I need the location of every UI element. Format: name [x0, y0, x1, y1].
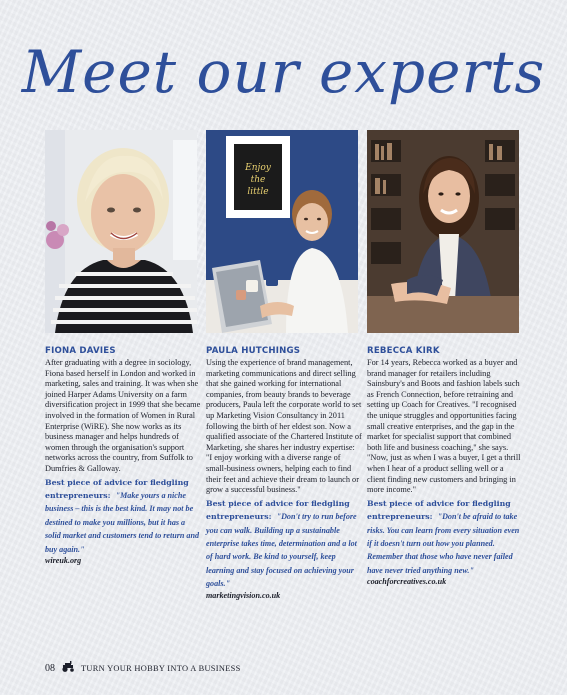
expert-bio: For 14 years, Rebecca worked as a buyer and brand manager for retailers including Sainsbury's and Boots and fashion labels such as French Connection, before retraining and setting up Coach for Creatives. "I recognised the unique struggles and opportunities facing small creative enterprises, and the gap in the market for specialist support that combined both life and business coaching," she says. "Now, just as when I was a buyer, I get a thrill when I hear of a product selling well or a client finding new customers and bringing in more income."	[367, 358, 521, 495]
footer-title: TURN YOUR HOBBY INTO A BUSINESS	[81, 663, 241, 673]
expert-column-fiona	[45, 346, 201, 565]
svg-text:Enjoy: Enjoy	[245, 163, 271, 173]
expert-bio: After graduating with a degree in sociology, Fiona based herself in London and worked in marketing, sales and training. It was when she joined Harper Adams University on a farm diversification project in 1999 that she became involved in the formation of Women in Rural Enterprise (WiRE). She now works as its business manager and helps hundreds of women through the organisation's support networks across the country, from Suffolk to Dumfries & Galloway.	[45, 358, 201, 473]
page-number: 08	[45, 662, 55, 674]
advice-quote: "Don't be afraid to take risks. You can learn from every situation even if it doesn't turn out how you planned. Remember that those who have never failed have never tried anything new."	[367, 512, 520, 575]
page-title: Meet our experts	[21, 38, 546, 106]
expert-column-rebecca	[367, 346, 523, 586]
expert-column-paula	[206, 346, 362, 600]
expert-website: coachforcreatives.co.uk	[367, 577, 447, 587]
expert-website: wireuk.org	[45, 555, 82, 565]
tractor-icon	[61, 661, 75, 675]
advice-quote: "Don't try to run before you can walk. Building up a sustainable enterprise takes time, determination and a lot of hard work. Be kind to yourself, keep learning and stay focused on achieving your goals."	[206, 512, 357, 589]
fiona-davies-photo	[45, 130, 197, 333]
advice-label: Best piece of advice for fledgling entrepreneurs:	[45, 477, 189, 500]
advice-label: Best piece of advice for fledgling entrepreneurs:	[206, 498, 350, 522]
expert-website: marketingvision.co.uk	[206, 590, 281, 600]
page-footer	[45, 661, 241, 675]
expert-name: REBECCA KIRK	[367, 346, 440, 356]
rebecca-kirk-photo	[367, 130, 519, 333]
advice-label: Best piece of advice for fledgling entrepreneurs:	[367, 498, 511, 522]
expert-bio: Using the experience of brand management, marketing communications and direct selling that she gained working for international companies, from beauty brands to beverage producers, Paula left the corporate world to set up Marketing Vision Consultancy in 2011 following the birth of her eldest son. Now a qualified associate of the Chartered Institute of Marketing, she shares her industry expertise: "I enjoy working with a diverse range of small-business owners, helping each to find their feet and achieve their dream to launch or grow a successful business."	[206, 358, 362, 495]
paula-hutchings-photo	[206, 130, 358, 333]
expert-name: FIONA DAVIES	[45, 346, 116, 356]
svg-text:the: the	[250, 175, 266, 185]
svg-text:little: little	[247, 187, 269, 197]
advice-quote: "Make yours a niche business – this is the best kind. It may not be destined to make you millions, but it has a solid market and customers tend to return and buy again."	[45, 490, 200, 554]
expert-name: PAULA HUTCHINGS	[206, 346, 301, 356]
